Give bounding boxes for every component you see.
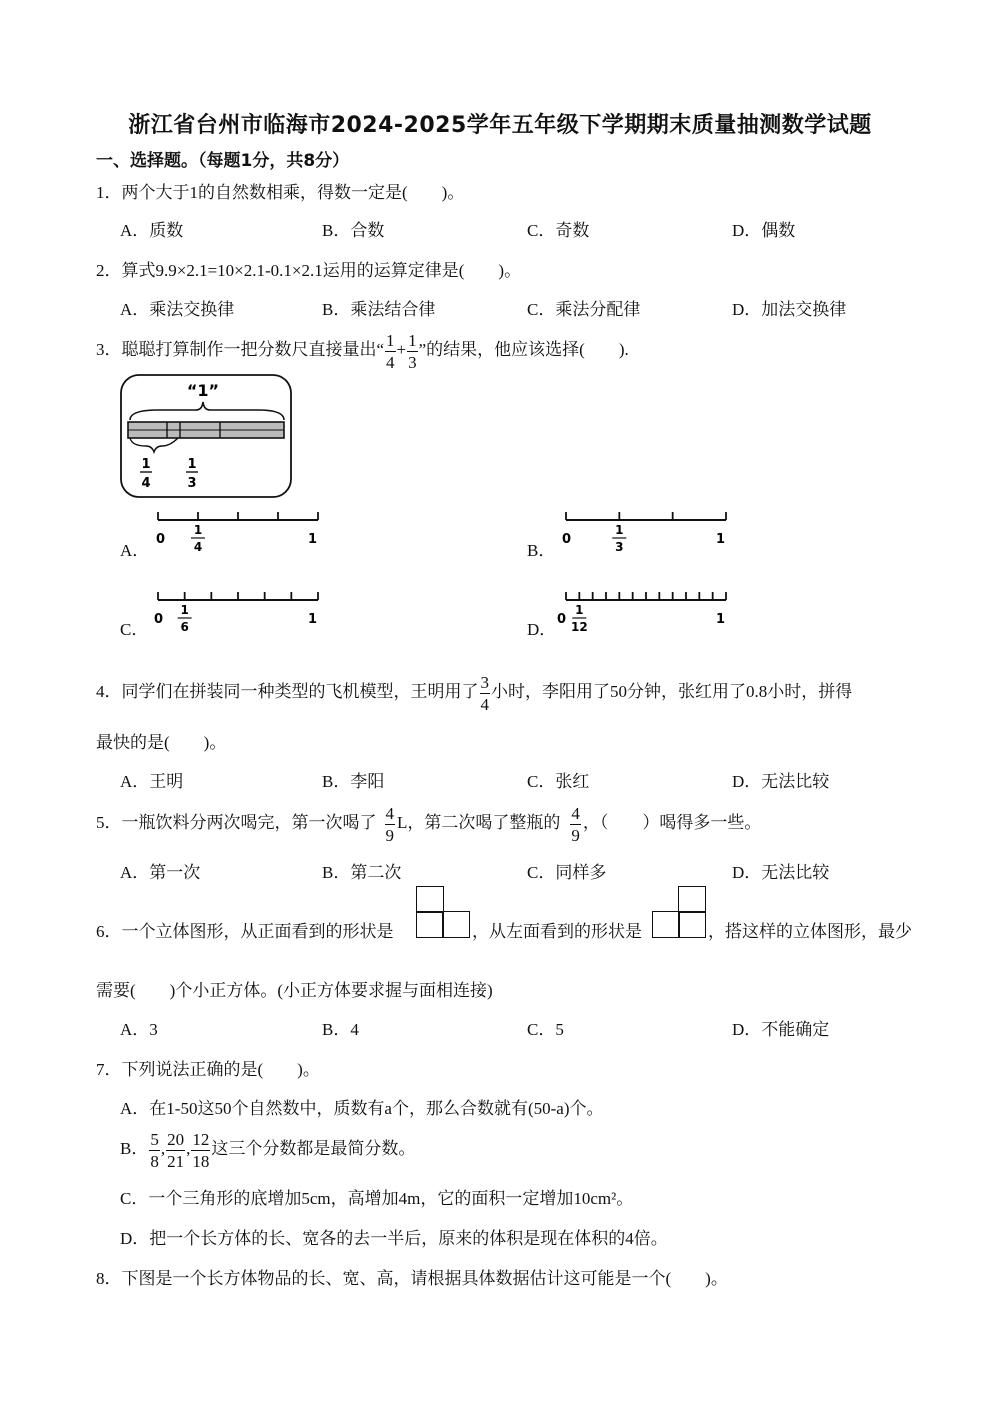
q5-option-c[interactable]: C．同样多 <box>527 863 607 882</box>
q7-option-a[interactable]: A．在1-50这50个自然数中，质数有a个，那么合数就有(50-a)个。 <box>120 1099 604 1118</box>
ruler-sixths <box>148 584 324 644</box>
question-5: 5．一瓶饮料分两次喝完，第一次喝了 $\frac{4}{9}$ L，第二次喝了整瓶的 $\frac{4}{9}$ ，（ ）喝得多一些。 <box>96 803 762 845</box>
q2-option-d[interactable]: D．加法交换律 <box>732 300 847 319</box>
brace-icon <box>130 402 284 420</box>
question-6-part-2: ，从左面看到的形状是 <box>472 922 642 941</box>
fraction-one-quarter: $\frac{1}{4}$ <box>386 330 395 372</box>
svg-text:1: 1 <box>187 457 197 472</box>
svg-text:3: 3 <box>187 476 197 491</box>
svg-text:4: 4 <box>193 540 203 554</box>
ruler-twelfths <box>556 584 732 644</box>
q2-option-c[interactable]: C．乘法分配律 <box>527 300 641 319</box>
question-3 <box>96 328 629 372</box>
left-view-shape <box>652 886 708 938</box>
fraction-four-ninths: $\frac{4}{9}$ <box>385 803 394 845</box>
question-4: 4．同学们在拼装同一种类型的飞机模型，王明用了 $\frac{3}{4}$ 小时，李阳用了50分钟，张红用了0.8小时，拼得 <box>96 672 853 714</box>
svg-text:1: 1 <box>308 612 318 627</box>
fraction-one-third: $\frac{1}{3}$ <box>408 330 417 372</box>
q1-option-a[interactable]: A．质数 <box>120 221 184 240</box>
svg-text:3: 3 <box>615 540 624 554</box>
q7-option-c[interactable]: C．一个三角形的底增加5cm，高增加4m，它的面积一定增加10cm²。 <box>120 1189 634 1208</box>
q3-option-b[interactable]: B． <box>527 541 556 560</box>
question-8: 8．下图是一个长方体物品的长、宽、高，请根据具体数据估计这可能是一个( )。 <box>96 1269 728 1288</box>
fraction-four-ninths-2: $\frac{4}{9}$ <box>571 803 580 845</box>
svg-text:1: 1 <box>716 532 726 547</box>
svg-text:1: 1 <box>180 603 189 617</box>
svg-text:0: 0 <box>154 612 164 627</box>
svg-text:1: 1 <box>308 532 318 547</box>
svg-text:1: 1 <box>193 523 203 537</box>
fraction-20-21: $\frac{20}{21}$ <box>167 1129 185 1171</box>
q7-option-b[interactable]: B． $\frac{5}{8}$ , $\frac{20}{21}$ , $\frac{12}{18}$ 这三个分数都是最简分数。 <box>120 1129 416 1171</box>
q4-option-a[interactable]: A．王明 <box>120 772 184 791</box>
q6-option-a[interactable]: A．3 <box>120 1020 158 1039</box>
svg-text:1: 1 <box>575 603 584 617</box>
q3-option-c[interactable]: C． <box>120 620 149 639</box>
q7-option-d[interactable]: D．把一个长方体的长、宽各的去一半后，原来的体积是现在体积的4倍。 <box>120 1229 668 1248</box>
q5-option-d[interactable]: D．无法比较 <box>732 863 830 882</box>
q4-option-b[interactable]: B．李阳 <box>322 772 385 791</box>
q4-option-d[interactable]: D．无法比较 <box>732 772 830 791</box>
fraction-12-18: $\frac{12}{18}$ <box>192 1129 210 1171</box>
q6-option-d[interactable]: D．不能确定 <box>732 1020 830 1039</box>
q4-option-c[interactable]: C．张红 <box>527 772 590 791</box>
q1-option-b[interactable]: B．合数 <box>322 221 385 240</box>
section-heading: 一、选择题。（每题1分，共8分） <box>96 151 350 171</box>
front-view-shape <box>416 886 472 938</box>
svg-text:1: 1 <box>615 523 624 537</box>
q2-option-a[interactable]: A．乘法交换律 <box>120 300 235 319</box>
svg-text:4: 4 <box>141 476 151 491</box>
ruler-thirds <box>556 504 732 564</box>
q1-option-d[interactable]: D．偶数 <box>732 221 796 240</box>
q6-option-c[interactable]: C．5 <box>527 1020 564 1039</box>
q3-option-d[interactable]: D． <box>527 620 557 639</box>
question-4-line-2: 最快的是( )。 <box>96 733 227 752</box>
q5-option-b[interactable]: B．第二次 <box>322 863 402 882</box>
q3-text-pre: 3．聪聪打算制作一把分数尺直接量出“ <box>96 340 385 359</box>
question-6-part-3: ，搭这样的立体图形，最少 <box>708 922 912 941</box>
question-6-part-1: 6．一个立体图形，从正面看到的形状是 <box>96 922 394 941</box>
page-title: 浙江省台州市临海市2024-2025学年五年级下学期期末质量抽测数学试题 <box>128 113 872 138</box>
fraction-5-8: $\frac{5}{8}$ <box>150 1129 159 1171</box>
question-2: 2．算式9.9×2.1=10×2.1-0.1×2.1运用的运算定律是( )。 <box>96 261 522 280</box>
q1-option-c[interactable]: C．奇数 <box>527 221 590 240</box>
question-1: 1．两个大于1的自然数相乘，得数一定是( )。 <box>96 183 465 202</box>
svg-text:1: 1 <box>141 457 151 472</box>
svg-text:1: 1 <box>716 612 726 627</box>
svg-text:0: 0 <box>557 612 567 627</box>
fraction-three-quarters: $\frac{3}{4}$ <box>480 672 489 714</box>
q3-text-post: ”的结果，他应该选择( ). <box>418 340 629 359</box>
svg-text:12: 12 <box>570 620 588 634</box>
fig-label-one: “1” <box>186 381 220 400</box>
question-7: 7．下列说法正确的是( )。 <box>96 1060 320 1079</box>
ruler-quarters <box>148 504 324 564</box>
svg-text:6: 6 <box>180 620 189 634</box>
svg-text:0: 0 <box>156 532 166 547</box>
question-6-line-2: 需要( )个小正方体。(小正方体要求握与面相连接) <box>96 981 493 1000</box>
plus-sign: + <box>396 340 407 359</box>
q5-option-a[interactable]: A．第一次 <box>120 863 201 882</box>
q6-option-b[interactable]: B．4 <box>322 1020 359 1039</box>
svg-text:0: 0 <box>562 532 572 547</box>
fraction-strip-figure <box>118 372 296 500</box>
q2-option-b[interactable]: B．乘法结合律 <box>322 300 436 319</box>
q3-option-a[interactable]: A． <box>120 541 150 560</box>
